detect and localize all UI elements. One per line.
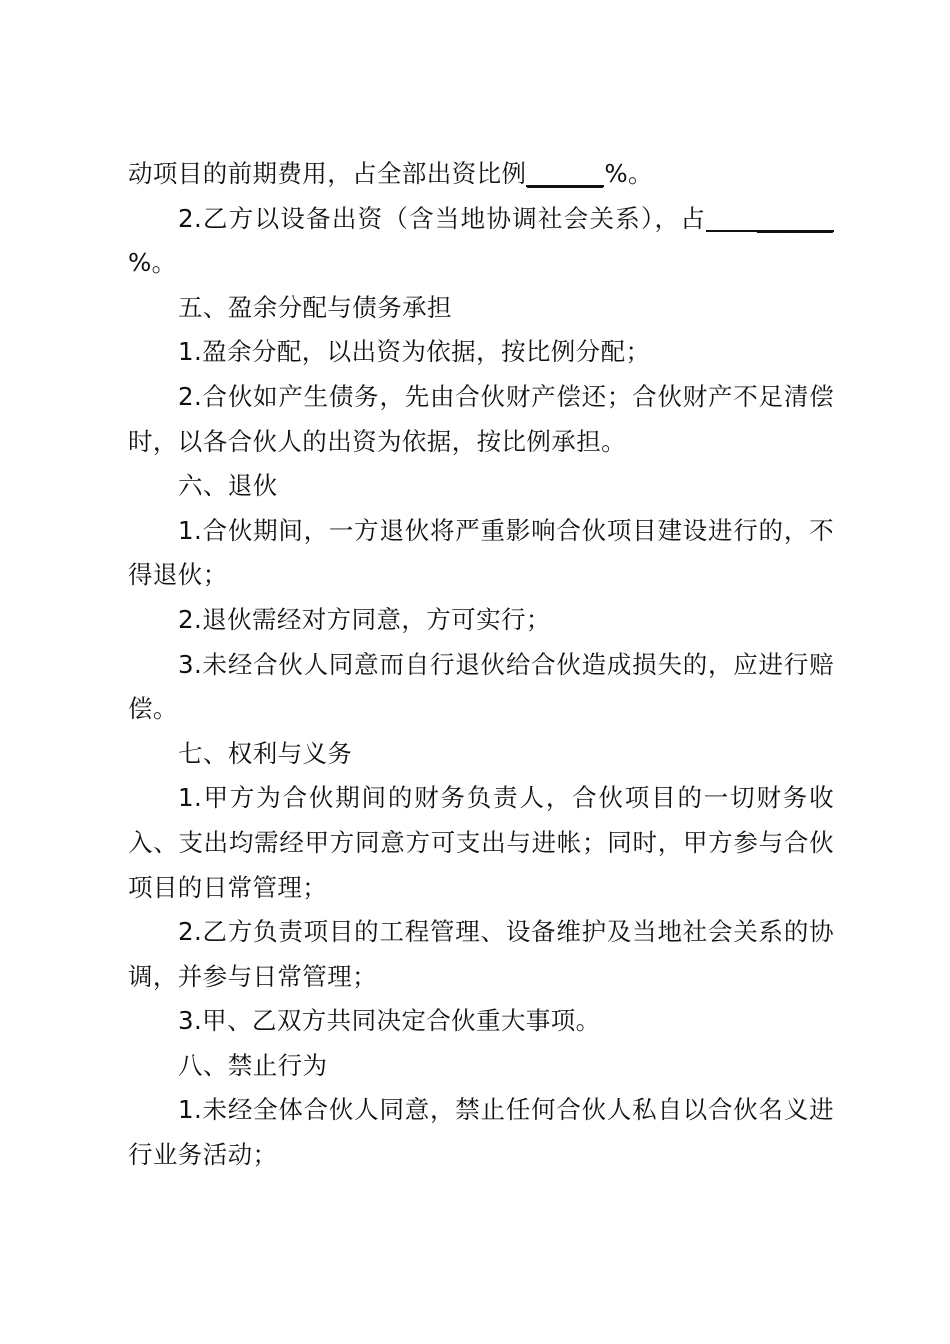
paragraph-text: %。	[604, 159, 653, 188]
paragraph-withdrawal-1: 1.合伙期间，一方退伙将严重影响合伙项目建设进行的，不得退伙；	[128, 515, 834, 590]
paragraph-prohibited-1: 1.未经全体合伙人同意，禁止任何合伙人私自以合伙名义进行业务活动；	[128, 1095, 834, 1170]
percentage-blank: ______	[706, 208, 834, 232]
paragraph-rights-3: 3.甲、乙双方共同决定合伙重大事项。	[178, 1006, 601, 1036]
document-body	[128, 152, 834, 1178]
paragraph-equipment-contribution	[128, 197, 834, 286]
paragraph-rights-2: 2.乙方负责项目的工程管理、设备维护及当地社会关系的协调，并参与日常管理；	[128, 917, 834, 991]
section-heading-prohibited: 八、禁止行为	[178, 1050, 328, 1080]
paragraph-withdrawal-3: 3.未经合伙人同意而自行退伙给合伙造成损失的，应进行赔偿。	[128, 649, 834, 724]
section-heading-profit-debt: 五、盈余分配与债务承担	[178, 292, 452, 322]
paragraph-withdrawal-2: 2.退伙需经对方同意，方可实行；	[178, 604, 551, 634]
percentage-blank: ______	[527, 159, 604, 188]
paragraph-text: %。	[128, 248, 177, 278]
paragraph-profit-distribution: 1.盈余分配，以出资为依据，按比例分配；	[178, 337, 651, 367]
paragraph-text: 动项目的前期费用，占全部出资比例	[128, 159, 527, 188]
section-heading-withdrawal: 六、退伙	[178, 471, 278, 501]
paragraph-debt-bearing: 2.合伙如产生债务，先由合伙财产偿还；合伙财产不足清偿时，以各合伙人的出资为依据，按比例承担。	[128, 381, 834, 456]
section-heading-rights-duties: 七、权利与义务	[178, 738, 353, 768]
paragraph-text: 2.乙方以设备出资（含当地协调社会关系），占	[178, 203, 707, 233]
paragraph-contribution-ratio	[128, 152, 834, 197]
paragraph-rights-1: 1.甲方为合伙期间的财务负责人，合伙项目的一切财务收入、支出均需经甲方同意方可支出与进帐；同时，甲方参与合伙项目的日常管理；	[128, 783, 834, 902]
